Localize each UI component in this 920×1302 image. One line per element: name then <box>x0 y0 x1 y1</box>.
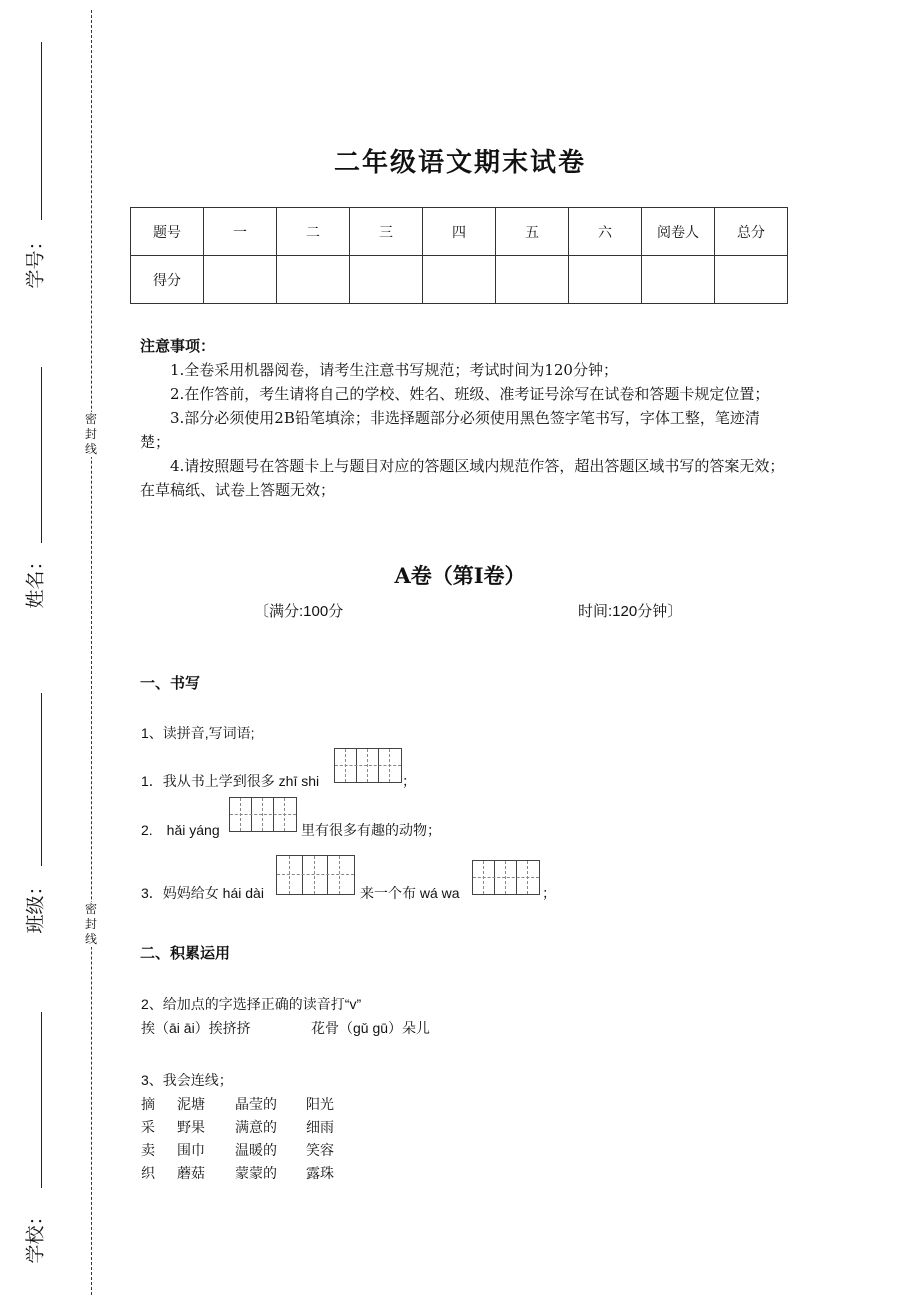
score-cell[interactable] <box>423 256 496 304</box>
q1-line2-end: 里有很多有趣的动物； <box>301 822 441 838</box>
notice-block <box>140 334 785 502</box>
header-cell: 六 <box>569 208 642 256</box>
score-cell[interactable] <box>277 256 350 304</box>
q1-line1-end: ； <box>402 773 416 789</box>
match-noun: 围巾 <box>177 1142 205 1158</box>
class-label: 班级： <box>24 876 47 934</box>
answer-grid-4[interactable] <box>472 860 540 895</box>
match-verb: 织 <box>141 1165 155 1181</box>
school-line <box>41 1012 42 1188</box>
q1-line2-text: 2. hǎi yáng <box>141 822 220 838</box>
name-line <box>41 367 42 543</box>
notice-item: 2.在作答前，考生请将自己的学校、姓名、班级、准考证号涂写在试卷和答题卡规定位置； <box>170 385 770 403</box>
time-text: 时间:120分钟〕 <box>578 603 683 620</box>
match-verb: 采 <box>141 1119 155 1135</box>
header-cell: 阅卷人 <box>642 208 715 256</box>
match-adj: 晶莹的 <box>235 1096 277 1112</box>
student-id-label: 学号： <box>24 231 47 289</box>
question-2-prompt: 2、给加点的字选择正确的读音打“v” <box>141 996 362 1012</box>
score-cell[interactable] <box>642 256 715 304</box>
full-score-text: 〔满分:100分 <box>254 603 344 620</box>
score-table <box>130 207 788 304</box>
volume-title: A卷（第I卷） <box>394 563 526 588</box>
header-cell: 题号 <box>131 208 204 256</box>
match-adj: 蒙蒙的 <box>235 1165 277 1181</box>
q1-line3-end: ； <box>542 885 556 901</box>
notice-heading: 注意事项： <box>140 337 216 355</box>
q1-line3-middle: 来一个布 wá wa <box>360 885 460 901</box>
answer-grid-1[interactable] <box>334 748 402 783</box>
score-cell[interactable] <box>350 256 423 304</box>
notice-item: 1.全卷采用机器阅卷，请考生注意书写规范；考试时间为120分钟； <box>170 361 618 379</box>
match-adj: 温暖的 <box>235 1142 277 1158</box>
score-cell[interactable] <box>569 256 642 304</box>
question-1-prompt: 1、读拼音,写词语; <box>141 725 255 741</box>
question-2-option-b: 花骨（gǔ gū）朵儿 <box>311 1020 431 1036</box>
score-row-label: 得分 <box>131 256 204 304</box>
header-cell: 总分 <box>715 208 788 256</box>
name-label: 姓名： <box>24 551 47 609</box>
match-noun: 泥塘 <box>177 1096 205 1112</box>
score-table-score-row <box>131 256 788 304</box>
seal-dashed-line <box>91 10 92 1295</box>
header-cell: 五 <box>496 208 569 256</box>
question-2-option-a: 挨（āi āi）挨挤挤 <box>141 1020 251 1036</box>
header-cell: 三 <box>350 208 423 256</box>
score-table-header-row <box>131 208 788 256</box>
header-cell: 四 <box>423 208 496 256</box>
q1-line1-text: 1．我从书上学到很多 zhī shi <box>141 773 320 789</box>
score-cell[interactable] <box>715 256 788 304</box>
answer-grid-3[interactable] <box>276 855 355 895</box>
notice-item: 3.部分必须使用2B铅笔填涂；非选择题部分必须使用黑色签字笔书写，字体工整，笔迹清楚； <box>140 409 760 451</box>
header-cell: 二 <box>277 208 350 256</box>
score-cell[interactable] <box>204 256 277 304</box>
match-verb: 摘 <box>141 1096 155 1112</box>
section-1-heading: 一、书写 <box>140 674 201 692</box>
header-cell: 一 <box>204 208 277 256</box>
match-noun2: 阳光 <box>306 1096 334 1112</box>
match-noun2: 细雨 <box>306 1119 334 1135</box>
page-title: 二年级语文期末试卷 <box>333 148 586 178</box>
match-noun2: 笑容 <box>306 1142 334 1158</box>
answer-grid-2[interactable] <box>229 797 297 832</box>
seal-text-bottom: 密封线 <box>84 902 97 946</box>
match-verb: 卖 <box>141 1142 155 1158</box>
q1-line3-text: 3．妈妈给女 hái dài <box>141 885 264 901</box>
seal-text-top: 密封线 <box>84 412 97 456</box>
match-adj: 满意的 <box>235 1119 277 1135</box>
match-noun2: 露珠 <box>306 1165 334 1181</box>
section-2-heading: 二、积累运用 <box>140 944 231 962</box>
question-3-prompt: 3、我会连线； <box>141 1072 233 1088</box>
notice-item: 4.请按照题号在答题卡上与题目对应的答题区域内规范作答，超出答题区域书写的答案无效；在草稿纸、试卷上答题无效； <box>140 457 785 499</box>
score-cell[interactable] <box>496 256 569 304</box>
class-line <box>41 693 42 866</box>
match-noun: 蘑菇 <box>177 1165 205 1181</box>
student-id-line <box>41 42 42 220</box>
match-noun: 野果 <box>177 1119 205 1135</box>
school-label: 学校： <box>24 1206 47 1264</box>
